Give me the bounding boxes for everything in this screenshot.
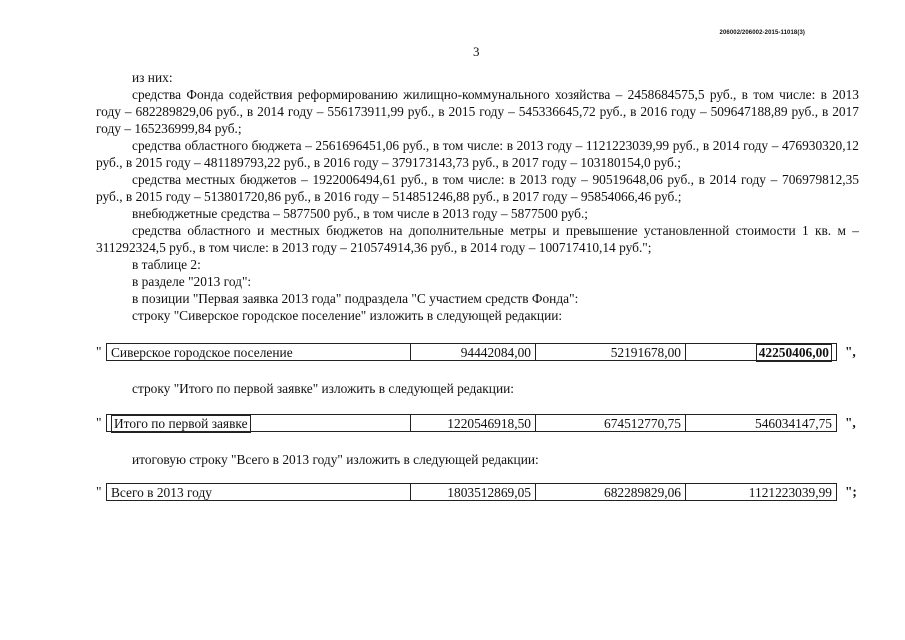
- table-row: [96, 414, 866, 436]
- row-name: Всего в 2013 году: [106, 483, 410, 501]
- row-value-total: 1220546918,50: [410, 414, 535, 432]
- row-value-fund: 52191678,00: [535, 343, 685, 361]
- instruction-total-first: строку "Итого по первой заявке" изложить в следующей редакции:: [132, 381, 515, 396]
- row-value-budget: [685, 343, 837, 361]
- paragraph-local-budgets: средства местных бюджетов – 1922006494,61 руб., в том числе: в 2013 году – 90519648,06 руб., в 2014 году – 706979812,35 руб., в 2015 году – 513801720,86 руб., в 2016 году – 514851246,88 руб., в 2017 году – 95854066,46 руб.;: [96, 172, 859, 204]
- paragraph-regional-budget: средства областного бюджета – 2561696451,06 руб., в том числе: в 2013 году – 1121223039,99 руб., в 2014 году – 476930320,12 руб., в 2015 году – 481189793,22 руб., в 2016 году – 379173143,73 руб., в 2017 году – 103180154,0 руб.;: [96, 138, 859, 170]
- paragraph-first-application: в позиции "Первая заявка 2013 года" подраздела "С участием средств Фонда":: [132, 291, 579, 306]
- table-row: [96, 343, 866, 365]
- paragraph-additional-meters: средства областного и местных бюджетов на дополнительные метры и превышение установленной стоимости 1 кв. м – 311292324,5 руб., в том числе: в 2013 году – 210574914,36 руб., в 2014 году – 100717410,14 руб.";: [96, 223, 859, 255]
- instruction-total-2013: итоговую строку "Всего в 2013 году" изложить в следующей редакции:: [132, 452, 539, 467]
- row-value-total: 1803512869,05: [410, 483, 535, 501]
- page-number: 3: [473, 44, 480, 59]
- highlighted-name: Итого по первой заявке: [111, 415, 251, 433]
- paragraph-siverskoe-instruction: строку "Сиверское городское поселение" изложить в следующей редакции:: [132, 308, 563, 323]
- quote-close: ",: [845, 344, 856, 359]
- document-body: [96, 69, 859, 324]
- row-value-budget: 546034147,75: [685, 414, 837, 432]
- document-id: 206002/206002-2015-11018(3): [719, 30, 805, 36]
- quote-close: ",: [845, 415, 856, 430]
- row-name: Сиверское городское поселение: [106, 343, 410, 361]
- row-name: [106, 414, 410, 432]
- quote-open: ": [96, 484, 102, 499]
- quote-open: ": [96, 344, 102, 359]
- quote-open: ": [96, 415, 102, 430]
- paragraph-table2: в таблице 2:: [132, 257, 201, 272]
- paragraph-intro: из них:: [132, 70, 173, 85]
- quote-close: ";: [845, 484, 857, 499]
- row-value-fund: 674512770,75: [535, 414, 685, 432]
- row-value-total: 94442084,00: [410, 343, 535, 361]
- table-row: [96, 483, 866, 505]
- paragraph-extrabudgetary: внебюджетные средства – 5877500 руб., в том числе в 2013 году – 5877500 руб.;: [132, 206, 589, 221]
- row-value-budget: 1121223039,99: [685, 483, 837, 501]
- paragraph-section-2013: в разделе "2013 год":: [132, 274, 252, 289]
- highlighted-value: 42250406,00: [756, 344, 832, 362]
- paragraph-fund: средства Фонда содействия реформированию жилищно-коммунального хозяйства – 2458684575,5 руб., в том числе: в 2013 году – 682289829,06 руб., в 2014 году – 556173911,99 руб., в 2015 году – 545336645,72 руб., в 2016 году – 509647188,89 руб., в 2017 году – 165236999,84 руб.;: [96, 87, 859, 136]
- row-value-fund: 682289829,06: [535, 483, 685, 501]
